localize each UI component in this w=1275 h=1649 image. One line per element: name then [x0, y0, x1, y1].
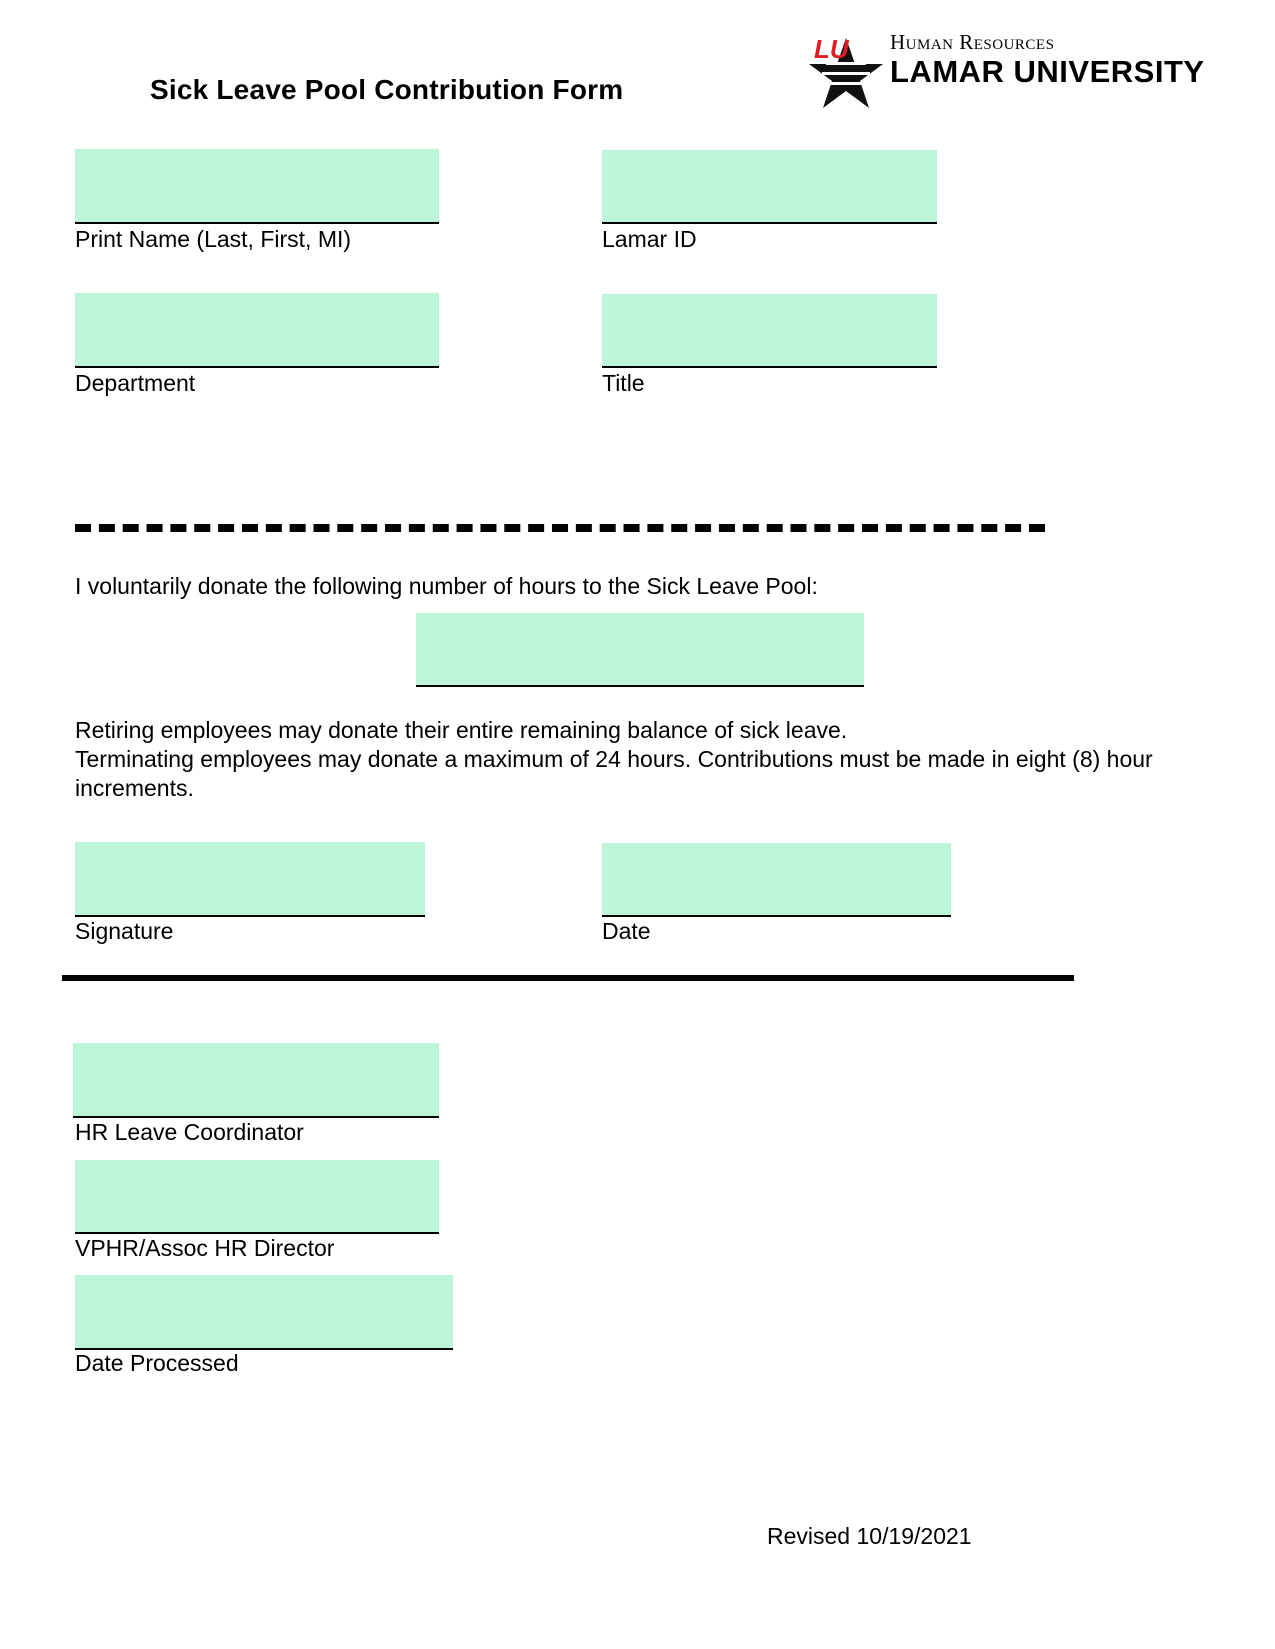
page-title: Sick Leave Pool Contribution Form [150, 74, 624, 105]
terminating-note: Terminating employees may donate a maximum of 24 hours. Contributions must be made in eight (8) hour increments. [75, 746, 1153, 801]
vphr-label: VPHR/Assoc HR Director [75, 1235, 335, 1261]
dashed-separator [75, 524, 1045, 532]
date-processed-label: Date Processed [75, 1350, 239, 1376]
hr-leave-coordinator-label: HR Leave Coordinator [75, 1119, 304, 1145]
lamar-id-label: Lamar ID [602, 226, 697, 252]
revised-date: Revised 10/19/2021 [767, 1523, 972, 1549]
logo-mark-text: LU [814, 34, 849, 64]
hr-leave-coordinator-field[interactable] [73, 1043, 439, 1118]
logo-line-1: Human Resources [890, 30, 1055, 54]
donation-statement: I voluntarily donate the following number of hours to the Sick Leave Pool: [75, 573, 818, 599]
print-name-field[interactable] [75, 149, 439, 224]
lamar-star-logo-icon [806, 34, 886, 114]
date-processed-field[interactable] [75, 1275, 453, 1350]
signature-label: Signature [75, 918, 174, 944]
date-field[interactable] [602, 843, 951, 917]
title-field[interactable] [602, 294, 937, 368]
title-label: Title [602, 370, 645, 396]
print-name-label: Print Name (Last, First, MI) [75, 226, 352, 252]
logo-line-2: LAMAR UNIVERSITY [890, 54, 1205, 89]
date-label: Date [602, 918, 651, 944]
lamar-university-logo [806, 28, 1206, 112]
vphr-field[interactable] [75, 1160, 439, 1234]
donation-hours-field[interactable] [416, 613, 864, 687]
signature-field[interactable] [75, 842, 425, 917]
department-field[interactable] [75, 293, 439, 368]
lamar-id-field[interactable] [602, 150, 937, 224]
retiring-note: Retiring employees may donate their entire remaining balance of sick leave. [75, 717, 848, 743]
department-label: Department [75, 370, 196, 396]
solid-separator [62, 975, 1074, 981]
